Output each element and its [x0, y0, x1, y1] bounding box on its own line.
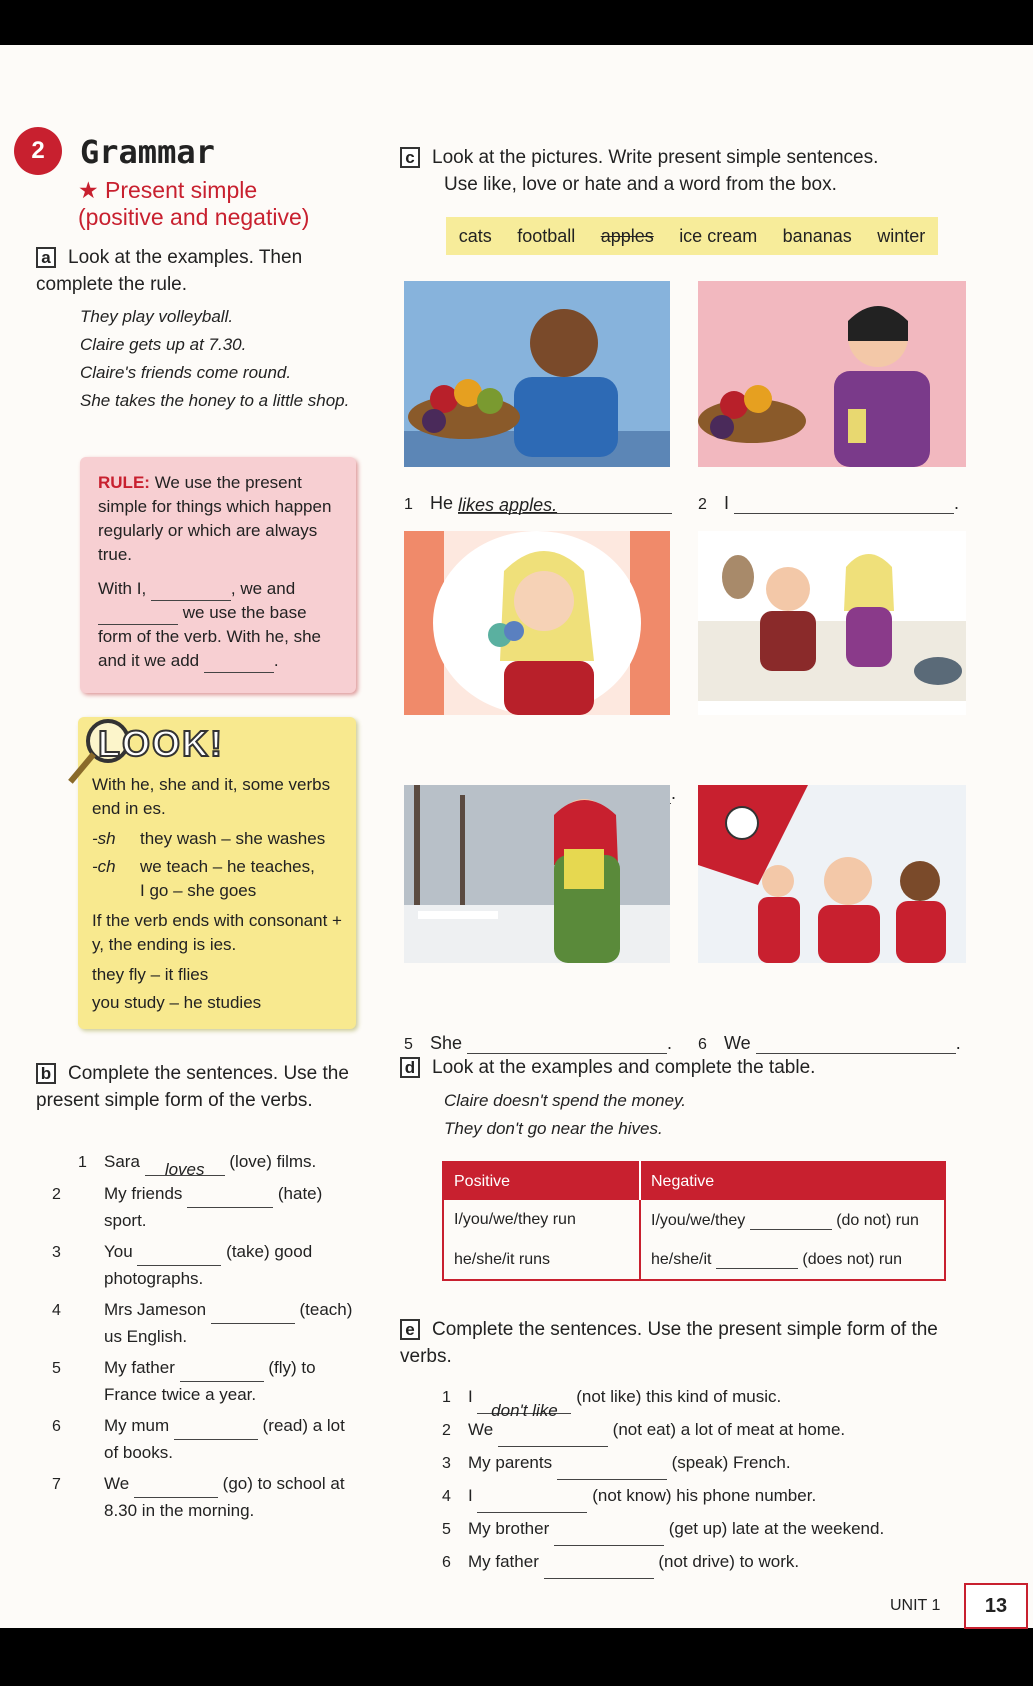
caption-6: 6 We .: [698, 1033, 961, 1053]
exercise-e-list: [442, 1381, 962, 1579]
exercise-e-label: e: [400, 1319, 420, 1340]
answer-blank[interactable]: [137, 1247, 221, 1266]
caption-5: 5 She .: [404, 1033, 673, 1053]
look-example-1: they fly – it flies: [92, 965, 209, 984]
rule-label: RULE:: [98, 473, 150, 492]
answer-blank[interactable]: [716, 1250, 798, 1269]
word-item: football: [517, 226, 576, 246]
table-row: [443, 1200, 945, 1240]
look-example-2: you study – he studies: [92, 993, 262, 1012]
look-row: I go – she goes: [140, 881, 257, 900]
caption-2: 2 I .: [698, 493, 960, 513]
answer-blank[interactable]: [180, 1363, 264, 1382]
list-item: 5 My father (fly) to France twice a year.: [52, 1358, 316, 1404]
exercise-b-list: [52, 1149, 358, 1529]
answer-blank[interactable]: [134, 1479, 218, 1498]
rule-completion: With I, , we and we use the base form of the verb. With he, she and it we add .: [98, 577, 338, 673]
table-cell: he/she/it (does not) run: [651, 1251, 902, 1268]
section-title: Grammar: [80, 133, 215, 171]
rule-box: [80, 457, 356, 693]
example-4: She takes the honey to a little shop.: [80, 391, 350, 410]
table-cell: I/you/we/they (do not) run: [651, 1211, 919, 1229]
list-item: 4 I (not know) his phone number.: [442, 1480, 962, 1513]
list-item: 5 My brother (get up) late at the weekend.: [442, 1513, 962, 1546]
list-item: 3 You (take) good photographs.: [52, 1242, 313, 1288]
example-3: Claire's friends come round.: [80, 363, 292, 382]
word-item: ice cream: [679, 226, 758, 246]
example-2: Claire gets up at 7.30.: [80, 335, 247, 354]
table-header: Negative: [640, 1162, 945, 1200]
rule-text: We use the present simple for things which happen regularly or which are always true.: [98, 473, 332, 564]
caption-1: 1 He likes apples.: [404, 493, 672, 514]
look-intro: With he, she and it, some verbs end in es.: [92, 775, 331, 818]
table-header: Positive: [454, 1172, 511, 1190]
list-item: 1 Sara loves (love) films.: [78, 1152, 317, 1179]
unit-label: UNIT 1: [890, 1597, 941, 1614]
exercise-a-label: a: [36, 247, 56, 268]
list-item: 3 My parents (speak) French.: [442, 1447, 962, 1480]
look-content: [92, 773, 342, 1015]
list-item: 2 We (not eat) a lot of meat at home.: [442, 1414, 962, 1447]
look-box: [78, 717, 356, 1029]
list-item: 7 We (go) to school at 8.30 in the morning.: [52, 1474, 345, 1520]
word-box: [446, 217, 938, 255]
table-cell: he/she/it runs: [443, 1240, 640, 1280]
grammar-table: [442, 1161, 946, 1281]
exercise-c-label: c: [400, 147, 420, 168]
answer-blank[interactable]: [174, 1421, 258, 1440]
picture-1-man-eating-apple: [404, 281, 670, 467]
exercise-e-instruction: e Complete the sentences. Use the present simple form of the verbs.: [400, 1319, 938, 1367]
answer-blank[interactable]: loves: [145, 1157, 225, 1176]
answer-blank[interactable]: likes apples.: [458, 495, 672, 514]
list-item: 2 My friends (hate) sport.: [52, 1184, 323, 1230]
look-title: LOOK!: [98, 723, 224, 764]
rule-blank-3[interactable]: [204, 654, 274, 673]
exercise-d-instruction: d Look at the examples and complete the table. Claire doesn't spend the money. They don't go near the hives.: [400, 1055, 960, 1142]
page-number: 13: [964, 1583, 1028, 1629]
answer-blank[interactable]: [211, 1305, 295, 1324]
examples-list: [80, 303, 350, 415]
answer-blank[interactable]: [467, 1035, 667, 1054]
list-item: 4 Mrs Jameson (teach) us English.: [52, 1300, 353, 1346]
grammar-subtitle: ★ Present simple (positive and negative): [78, 177, 310, 230]
answer-blank[interactable]: [498, 1428, 608, 1447]
exercise-a-instruction: a Look at the examples. Then complete the rule.: [36, 247, 303, 295]
picture-4-couple-with-cats: [698, 531, 966, 715]
picture-6-football-fans: [698, 785, 966, 963]
word-item: bananas: [782, 226, 852, 246]
section-number-badge: 2: [14, 127, 62, 175]
answer-blank[interactable]: [544, 1560, 654, 1579]
look-row: -sh they wash – she washes: [92, 829, 326, 848]
rule-blank-1[interactable]: [151, 582, 231, 601]
table-cell: I/you/we/they run: [443, 1200, 640, 1240]
answer-blank[interactable]: [187, 1189, 273, 1208]
list-item: 6 My father (not drive) to work.: [442, 1546, 962, 1579]
exercise-c-instruction: c Look at the pictures. Write present simple sentences. Use like, love or hate and a word from the box.: [400, 145, 960, 198]
list-item: 6 My mum (read) a lot of books.: [52, 1416, 345, 1462]
picture-2-woman-with-banana: [698, 281, 966, 467]
look-consonant-note: If the verb ends with consonant + y, the ending is ies.: [92, 911, 342, 954]
look-row: -ch we teach – he teaches,: [92, 857, 315, 876]
answer-blank[interactable]: [557, 1461, 667, 1480]
picture-5-girl-in-snow: [404, 785, 670, 963]
rule-blank-2[interactable]: [98, 606, 178, 625]
exercise-b-label: b: [36, 1063, 56, 1084]
word-item: cats: [458, 226, 492, 246]
exercise-b-instruction: b Complete the sentences. Use the present simple form of the verbs.: [36, 1063, 349, 1111]
list-item: 1 I don't like (not like) this kind of music.: [442, 1387, 782, 1420]
table-header-row: [443, 1162, 945, 1200]
answer-blank[interactable]: [734, 495, 954, 514]
word-item: apples: [600, 226, 654, 246]
answer-blank[interactable]: [554, 1527, 664, 1546]
answer-blank[interactable]: [756, 1035, 956, 1054]
workbook-page: [0, 45, 1033, 1628]
picture-3-girl-with-ice-cream: [404, 531, 670, 715]
exercise-d-label: d: [400, 1057, 420, 1078]
answer-blank[interactable]: [477, 1494, 587, 1513]
answer-blank[interactable]: [750, 1211, 832, 1230]
word-item: winter: [877, 226, 926, 246]
answer-blank[interactable]: don't like: [477, 1395, 571, 1414]
d-example-2: They don't go near the hives.: [444, 1119, 663, 1138]
caption-3: .: [404, 783, 676, 804]
table-row: [443, 1240, 945, 1280]
example-1: They play volleyball.: [80, 307, 234, 326]
star-icon: ★: [78, 177, 106, 203]
d-example-1: Claire doesn't spend the money.: [444, 1091, 687, 1110]
